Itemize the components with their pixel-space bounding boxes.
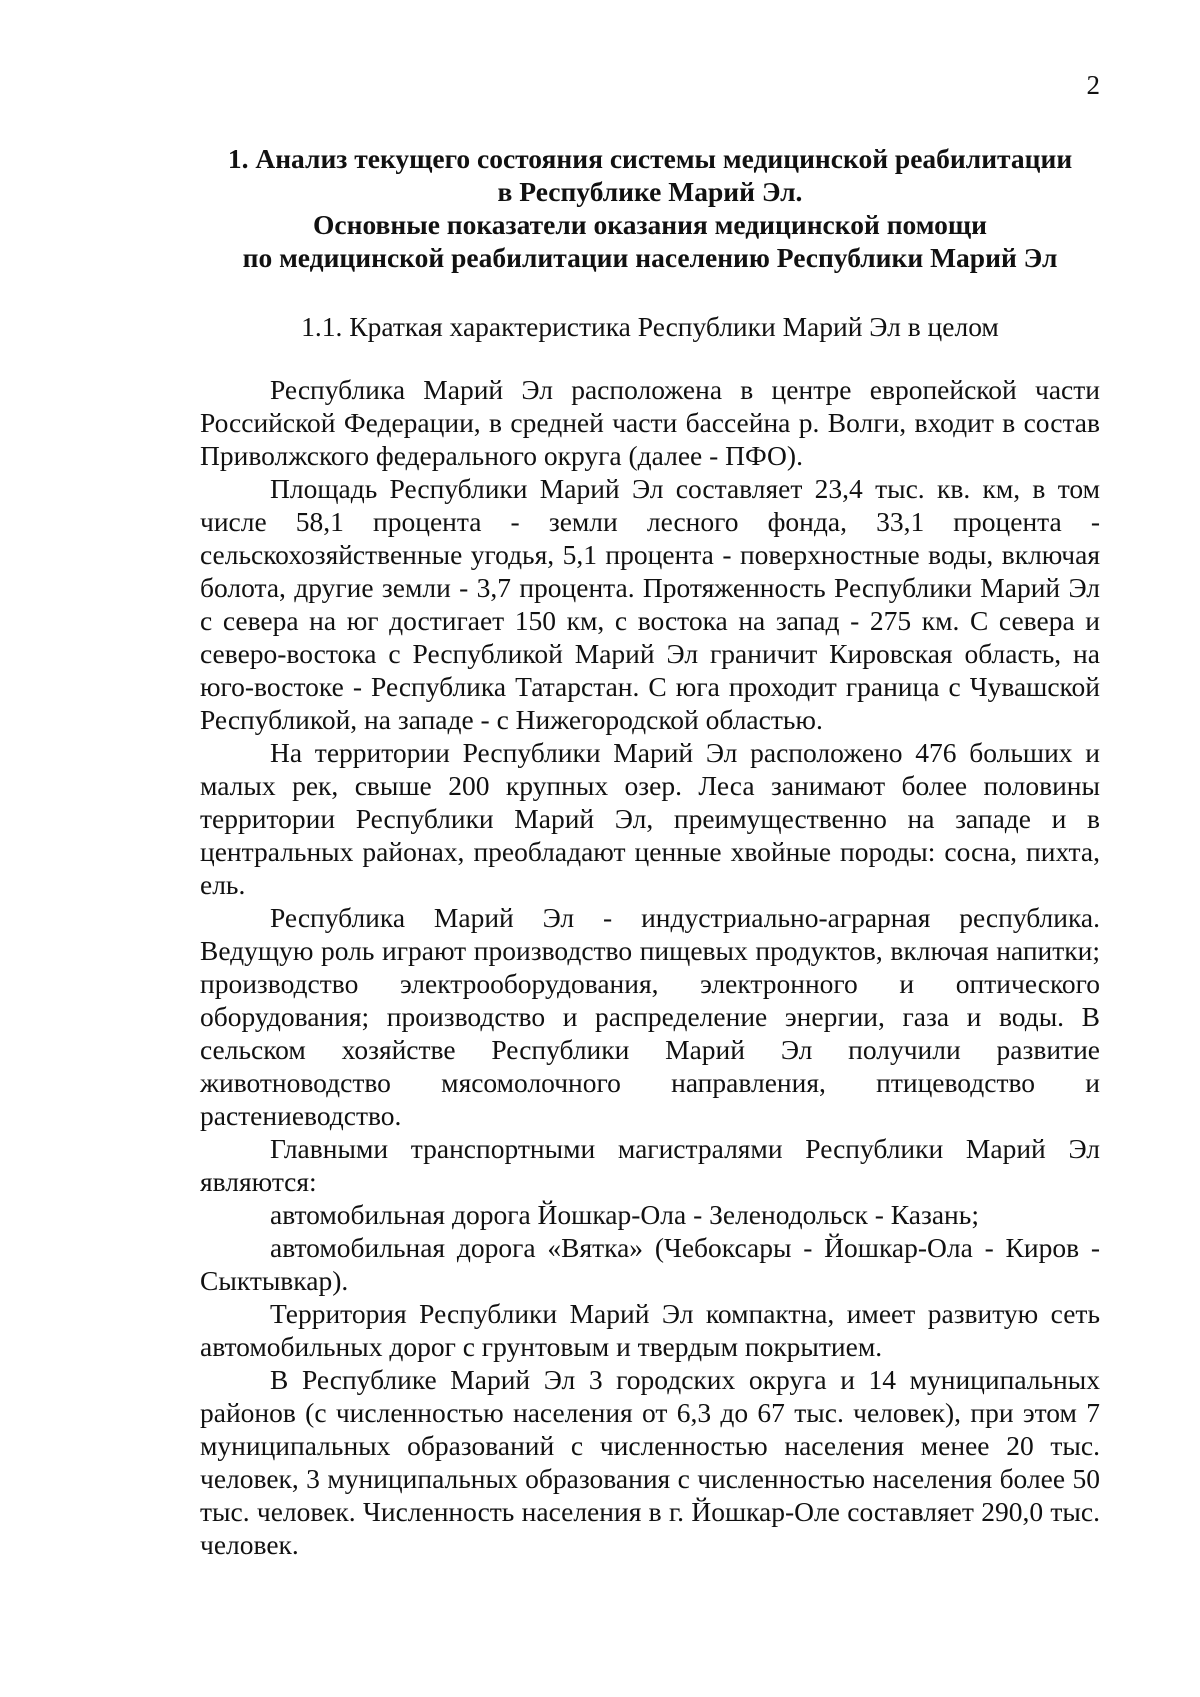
body-text [200,373,1100,1561]
paragraph: Республика Марий Эл расположена в центре европейской части Российской Федерации, в средней части бассейна р. Волги, входит в состав Приволжского федерального округа (далее - ПФО). [200,374,1100,471]
paragraph: автомобильная дорога «Вятка» (Чебоксары - Йошкар-Ола - Киров - Сыктывкар). [200,1232,1100,1296]
paragraph: Площадь Республики Марий Эл составляет 23,4 тыс. кв. км, в том числе 58,1 процента - земли лесного фонда, 33,1 процента - сельскохозяйственные угодья, 5,1 процента - поверхностные воды, включая болота, другие земли - 3,7 процента. Протяженность Республики Марий Эл с севера на юг достигает 150 км, с востока на запад - 275 км. С севера и северо-востока с Республикой Марий Эл граничит Кировская область, на юго-востоке - Республика Татарстан. С юга проходит граница с Чувашской Республикой, на западе - с Нижегородской областью. [200,473,1100,735]
heading-line: по медицинской реабилитации населению Республики Марий Эл [242,242,1058,273]
heading-line: 1. Анализ текущего состояния системы медицинской реабилитации [227,143,1073,174]
paragraph: автомобильная дорога Йошкар-Ола - Зеленодольск - Казань; [270,1199,979,1230]
heading-line: Основные показатели оказания медицинской помощи [313,209,987,240]
heading-line: в Республике Марий Эл. [497,176,803,207]
paragraph: В Республике Марий Эл 3 городских округа и 14 муниципальных районов (с численностью населения от 6,3 до 67 тыс. человек), при этом 7 муниципальных образований с численностью населения менее 20 тыс. человек, 3 муниципальных образования с численностью населения более 50 тыс. человек. Численность населения в г. Йошкар-Оле составляет 290,0 тыс. человек. [200,1364,1100,1560]
subsection-heading: 1.1. Краткая характеристика Республики Марий Эл в целом [301,311,999,342]
paragraph: Территория Республики Марий Эл компактна, имеет развитую сеть автомобильных дорог с грунтовым и твердым покрытием. [200,1298,1100,1362]
page-number: 2 [1086,70,1100,100]
section-heading [200,142,1100,274]
paragraph: Республика Марий Эл - индустриально-аграрная республика. Ведущую роль играют производство пищевых продуктов, включая напитки; производство электрооборудования, электронного и оптического оборудования; производство и распределение энергии, газа и воды. В сельском хозяйстве Республики Марий Эл получили развитие животноводство мясомолочного направления, птицеводство и растениеводство. [200,902,1100,1131]
paragraph: На территории Республики Марий Эл расположено 476 больших и малых рек, свыше 200 крупных озер. Леса занимают более половины территории Республики Марий Эл, преимущественно на западе и в центральных районах, преобладают ценные хвойные породы: сосна, пихта, ель. [200,737,1100,900]
paragraph: Главными транспортными магистралями Республики Марий Эл являются: [200,1133,1100,1197]
